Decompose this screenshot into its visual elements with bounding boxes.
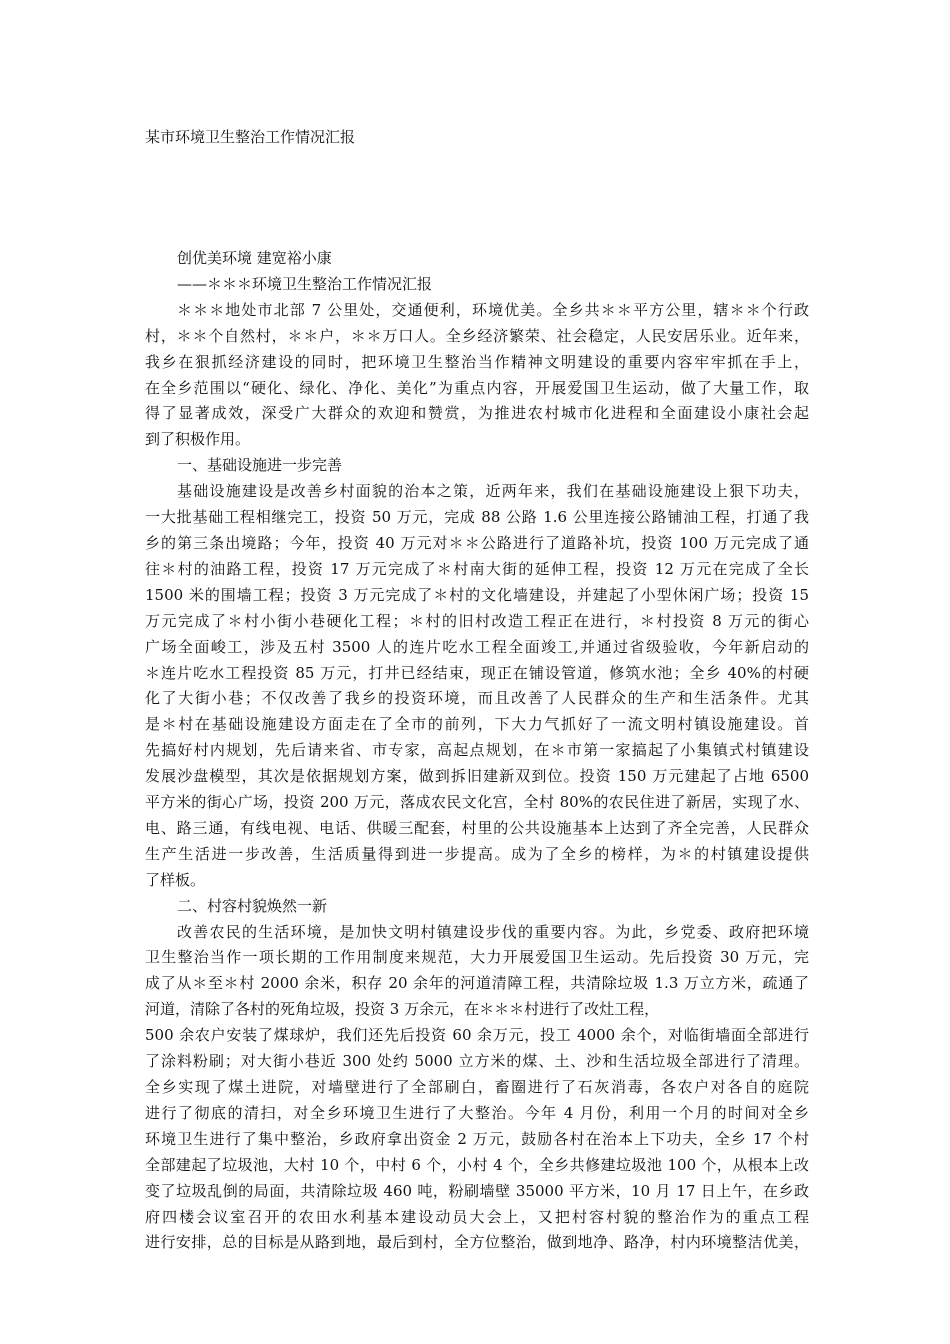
- text-line: 成了从＊至＊村 2000 余米，积存 20 余年的河道清障工程，共清除垃圾 1.3 万立方米，疏通了: [145, 974, 809, 993]
- text-line: 在全乡范围以“硬化、绿化、净化、美化”为重点内容，开展爱国卫生运动，做了大量工作，取: [145, 378, 809, 397]
- text-line: 河道，清除了各村的死角垃圾，投资 3 万余元，在＊＊＊村进行了改灶工程，: [145, 1000, 660, 1019]
- text-line: 广场全面峻工，涉及五村 3500 人的连片吃水工程全面竣工,并通过省级验收，今年新启动的: [145, 637, 809, 656]
- text-line: 电、路三通，有线电视、电话、供暖三配套，村里的公共设施基本上达到了齐全完善，人民群众: [145, 818, 809, 837]
- text-line: 卫生整治当作一项长期的工作用制度来规范，大力开展爱国卫生运动。先后投资 30 万元，完: [145, 948, 809, 967]
- text-line: 1500 米的围墙工程；投资 3 万元完成了＊村的文化墙建设，并建起了小型休闲广场；投资 15: [145, 585, 809, 604]
- text-line: 进行安排，总的目标是从路到地，最后到村，全方位整治，做到地净、路净，村内环境整洁优美，: [145, 1233, 809, 1252]
- text-line: 一、基础设施进一步完善: [177, 456, 343, 475]
- text-line: 全部建起了垃圾池，大村 10 个，中村 6 个，小村 4 个，全乡共修建垃圾池 100 个，从根本上改: [145, 1155, 809, 1174]
- text-line: 府四楼会议室召开的农田水利基本建设动员大会上，又把村容村貌的整治作为的重点工程: [145, 1207, 809, 1226]
- text-line: 我乡在狠抓经济建设的同时，把环境卫生整治当作精神文明建设的重要内容牢牢抓在手上，: [145, 352, 809, 371]
- text-line: 乡的第三条出境路；今年，投资 40 万元对＊＊公路进行了道路补坑，投资 100 万元完成了通: [145, 533, 809, 552]
- text-line: 往＊村的油路工程，投资 17 万元完成了＊村南大街的延伸工程，投资 12 万元在完成了全长: [145, 559, 809, 578]
- text-line: 500 余农户安装了煤球炉，我们还先后投资 60 余万元，投工 4000 余个，对临街墙面全部进行: [145, 1026, 809, 1045]
- text-line: 一大批基础工程相继完工，投资 50 万元，完成 88 公路 1.6 公里连接公路铺油工程，打通了我: [145, 508, 809, 527]
- text-line: 了涂料粉刷；对大街小巷近 300 处约 5000 立方米的煤、土、沙和生活垃圾全部进行了清理。: [145, 1052, 809, 1071]
- text-line: 化了大街小巷；不仅改善了我乡的投资环境，而且改善了人民群众的生产和生活条件。尤其: [145, 689, 809, 708]
- text-line: 村，＊＊个自然村，＊＊户，＊＊万口人。全乡经济繁荣、社会稳定，人民安居乐业。近年来，: [145, 326, 809, 345]
- text-line: ＊＊＊地处市北部 7 公里处，交通便利，环境优美。全乡共＊＊平方公里，辖＊＊个行政: [177, 300, 809, 319]
- text-line: 平方米的街心广场，投资 200 万元，落成农民文化宫，全村 80%的农民住进了新居，实现了水、: [145, 793, 809, 812]
- document-body: [145, 246, 809, 1256]
- text-line: ＊连片吃水工程投资 85 万元，打井已经结束，现正在铺设管道，修筑水池；全乡 40%的村硬: [145, 663, 809, 682]
- text-line: 先搞好村内规划，先后请来省、市专家，高起点规划，在＊市第一家搞起了小集镇式村镇建设: [145, 741, 809, 760]
- text-line: 二、村容村貌焕然一新: [177, 896, 328, 915]
- text-line: 变了垃圾乱倒的局面，共清除垃圾 460 吨，粉刷墙壁 35000 平方米，10 月 17 日上午，在乡政: [145, 1181, 809, 1200]
- text-line: 生产生活进一步改善，生活质量得到进一步提高。成为了全乡的榜样，为＊的村镇建设提供: [145, 844, 809, 863]
- text-line: 到了积极作用。: [145, 430, 251, 449]
- text-line: 基础设施建设是改善乡村面貌的治本之策，近两年来，我们在基础设施建设上狠下功夫，: [177, 482, 809, 501]
- text-line: 万元完成了＊村小街小巷硬化工程；＊村的旧村改造工程正在进行，＊村投资 8 万元的街心: [145, 611, 809, 630]
- text-line: 进行了彻底的清扫，对全乡环境卫生进行了大整治。今年 4 月份，利用一个月的时间对全乡: [145, 1103, 809, 1122]
- text-line: 环境卫生进行了集中整治，乡政府拿出资金 2 万元，鼓励各村在治本上下功夫，全乡 17 个村: [145, 1129, 809, 1148]
- text-line: 是＊村在基础设施建设方面走在了全市的前列，下大力气抓好了一流文明村镇设施建设。首: [145, 715, 809, 734]
- text-line: ——＊＊＊环境卫生整治工作情况汇报: [177, 274, 433, 293]
- text-line: 了样板。: [145, 870, 206, 889]
- text-line: 得了显著成效，深受广大群众的欢迎和赞赏，为推进农村城市化进程和全面建设小康社会起: [145, 404, 809, 423]
- text-line: 改善农民的生活环境，是加快文明村镇建设步伐的重要内容。为此，乡党委、政府把环境: [177, 922, 809, 941]
- document-title: 某市环境卫生整治工作情况汇报: [145, 128, 356, 146]
- text-line: 创优美环境 建宽裕小康: [177, 249, 332, 267]
- text-line: 发展沙盘模型，其次是依据规划方案，做到拆旧建新双到位。投资 150 万元建起了占地 6500: [145, 767, 809, 786]
- text-line: 全乡实现了煤土进院，对墙壁进行了全部刷白，畜圈进行了石灰消毒，各农户对各自的庭院: [145, 1078, 809, 1096]
